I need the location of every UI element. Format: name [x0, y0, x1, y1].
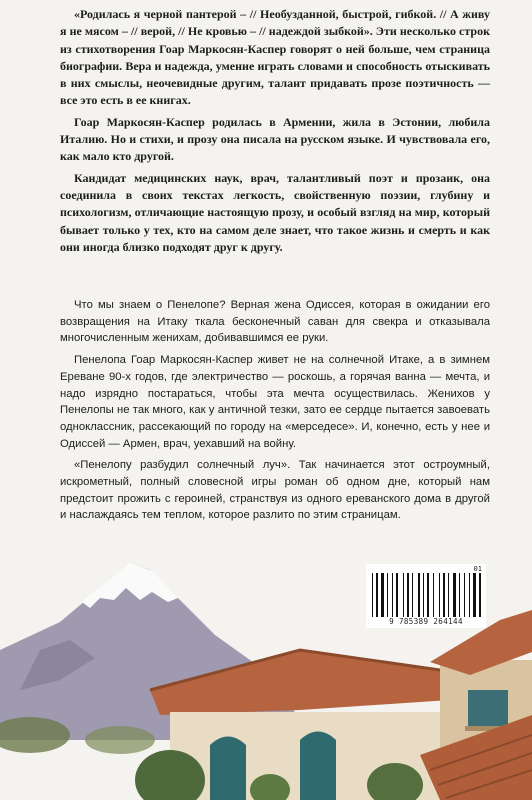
- annotation-paragraph-1: Что мы знаем о Пенелопе? Верная жена Одиссея, которая в ожидании его возвращения на Итаку ткала бесконечный саван для свекра и отказывала многочисленным женихам, добивавшимся ее руки.: [60, 299, 490, 345]
- author-paragraph-1: «Родилась я черной пантерой – // Необузданной, быстрой, гибкой. // А живу я не мясом – // верой, // Не кровью – // надеждой зыбкой». Эти несколько строк из стихотворения Гоар Маркосян-Каспер говорят о ней больше, чем страница биографии. Вера и надежда, умение играть словами и способность отыскивать в них смыслы, неочевидные другим, талант придавать прозе поэтичность — все это есть в ее книгах.: [60, 7, 490, 108]
- author-paragraph-2: Гоар Маркосян-Каспер родилась в Армении, жила в Эстонии, любила Италию. Но и стихи, и прозу она писала на русском языке. И чувствовала его, как мало кто другой.: [60, 114, 490, 164]
- annotation-paragraph-2: Пенелопа Гоар Маркосян-Каспер живет не на солнечной Итаке, а в зимнем Ереване 90-х годов, где электричество — роскошь, а горячая ванна — мечта, и надо изрядно постараться, чтобы эта мечта осуществилась. Женихов у Пенелопы не так много, как у античной тезки, зато ее сердце пытается завоевать одноклассник, рассекающий по городу на «мерседесе». И, конечно, есть у нее и Одиссей — Армен, врач, уехавший на войну.: [60, 354, 490, 450]
- author-description: [60, 6, 490, 260]
- window-right: [468, 690, 508, 726]
- door-left: [210, 737, 246, 800]
- annotation-paragraph-3: «Пенелопу разбудил солнечный луч». Так начинается этот остроумный, искрометный, полный словесной игры роман об одном дне, который нам предстоит прожить с героиней, странствуя из одного ереванского дома в другой и наслаждаясь тем теплом, которое разлито по этим страницам.: [60, 459, 490, 522]
- isbn-number: 9 785389 264144: [389, 617, 463, 626]
- barcode-addon: 01: [473, 565, 482, 573]
- author-paragraph-3: Кандидат медицинских наук, врач, талантливый поэт и прозаик, она соединила в своих текстах легкость, свойственную поэзии, глубину и психологизм, отличающие настоящую прозу, и особый взгляд на мир, который бывает только у тех, кто на самом деле знает, что такое жизнь и смерть и как они иногда близко подходят друг к другу.: [60, 170, 490, 254]
- isbn-barcode: [366, 564, 486, 628]
- barcode-bars: [370, 573, 482, 617]
- door-right: [300, 732, 336, 800]
- book-annotation: [60, 297, 490, 529]
